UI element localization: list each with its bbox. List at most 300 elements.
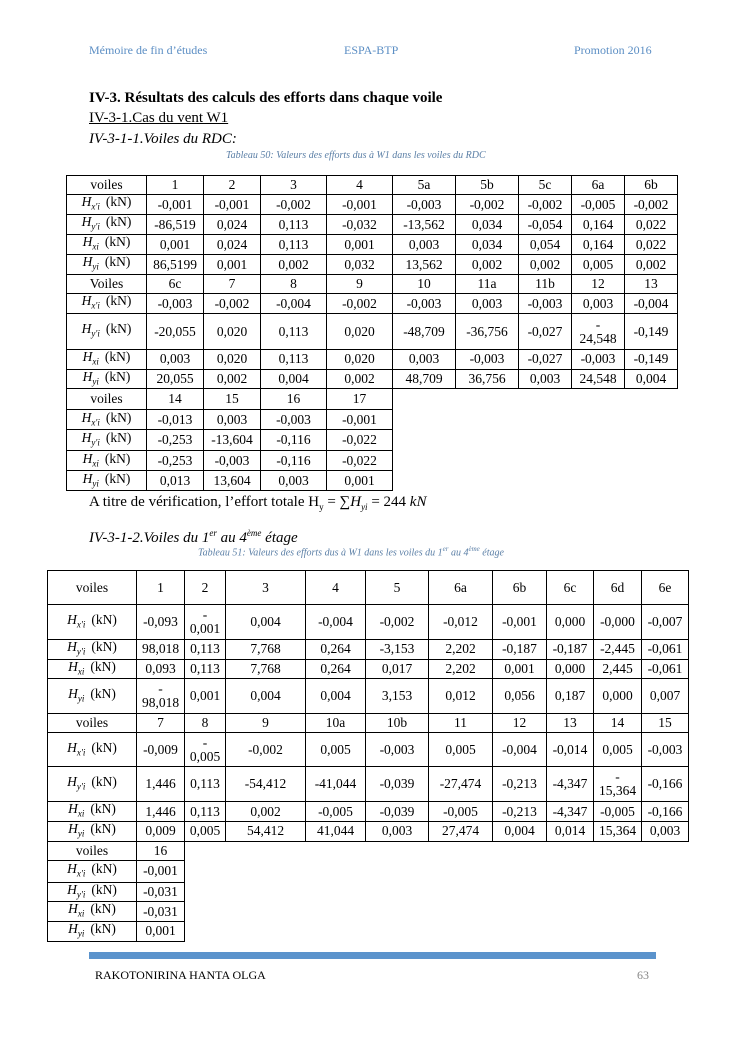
table-cell: 0,003	[204, 410, 261, 430]
row-label: $H_{y'i}$ (kN)	[67, 215, 147, 235]
empty-cell	[393, 389, 456, 410]
table-cell: 13,562	[393, 255, 456, 275]
table-cell: -0,002	[519, 195, 572, 215]
table-cell: 2,202	[429, 640, 493, 660]
empty-cell	[519, 451, 572, 471]
empty-cell	[185, 841, 226, 860]
empty-cell	[625, 410, 678, 430]
row-label: $H_{y'i}$ (kN)	[48, 767, 137, 802]
column-header: 10b	[366, 714, 429, 733]
table-cell: 7,768	[226, 659, 306, 679]
column-header: 6b	[493, 571, 547, 605]
column-header: 6c	[147, 275, 204, 294]
table-cell: 0,003	[642, 822, 689, 842]
table-cell: - 98,018	[137, 679, 185, 714]
table-cell: -0,032	[327, 215, 393, 235]
table-cell: 0,002	[204, 369, 261, 389]
header-center: ESPA-BTP	[344, 43, 399, 57]
empty-cell	[493, 841, 547, 860]
table-row	[48, 733, 689, 767]
table-cell: 0,001	[204, 255, 261, 275]
table-cell: 20,055	[147, 369, 204, 389]
empty-cell	[456, 389, 519, 410]
table-cell: -0,003	[572, 350, 625, 370]
table-cell: -0,027	[519, 314, 572, 350]
empty-cell	[519, 410, 572, 430]
table-cell: 0,001	[327, 471, 393, 491]
table-cell: 0,113	[185, 640, 226, 660]
row-label: $H_{y'i}$ (kN)	[67, 314, 147, 350]
table-cell: -0,039	[366, 767, 429, 802]
table-cell: -4,347	[547, 767, 594, 802]
empty-cell	[226, 902, 306, 922]
empty-cell	[393, 410, 456, 430]
table-cell: 0,093	[137, 659, 185, 679]
table-cell: -13,562	[393, 215, 456, 235]
table-cell: 0,020	[327, 314, 393, 350]
table-cell: 0,054	[519, 235, 572, 255]
table-cell: -0,009	[137, 733, 185, 767]
table-cell: - 0,005	[185, 733, 226, 767]
table-cell: -0,002	[327, 294, 393, 314]
table-cell: 0,113	[185, 802, 226, 822]
table-cell: -0,014	[547, 733, 594, 767]
empty-cell	[306, 841, 366, 860]
empty-cell	[594, 902, 642, 922]
table-cell: 0,003	[572, 294, 625, 314]
table-cell: 0,034	[456, 215, 519, 235]
table-cell: 0,005	[306, 733, 366, 767]
table-row	[67, 235, 678, 255]
table-cell: -0,149	[625, 314, 678, 350]
empty-cell	[456, 471, 519, 491]
table-cell: -0,003	[366, 733, 429, 767]
row-label: $H_{y'i}$ (kN)	[67, 430, 147, 451]
table-cell: 0,014	[547, 822, 594, 842]
empty-cell	[642, 882, 689, 902]
empty-cell	[547, 902, 594, 922]
empty-cell	[519, 471, 572, 491]
empty-cell	[519, 430, 572, 451]
empty-cell	[429, 922, 493, 942]
column-header: 6a	[572, 176, 625, 195]
table-cell: -54,412	[226, 767, 306, 802]
empty-cell	[642, 841, 689, 860]
table-cell: -0,001	[327, 195, 393, 215]
empty-cell	[572, 410, 625, 430]
column-header: 6a	[429, 571, 493, 605]
table-cell: 0,003	[393, 350, 456, 370]
empty-cell	[429, 882, 493, 902]
empty-cell	[185, 902, 226, 922]
table-cell: 48,709	[393, 369, 456, 389]
table-row	[48, 802, 689, 822]
empty-cell	[456, 430, 519, 451]
empty-cell	[429, 860, 493, 882]
table-cell: 0,024	[204, 215, 261, 235]
empty-cell	[226, 922, 306, 942]
table-cell: 0,003	[519, 369, 572, 389]
table-cell: -0,002	[366, 605, 429, 640]
empty-cell	[226, 882, 306, 902]
header-label: voiles	[48, 571, 137, 605]
empty-cell	[306, 882, 366, 902]
empty-cell	[547, 841, 594, 860]
table-cell: 0,004	[625, 369, 678, 389]
table-cell: -0,013	[147, 410, 204, 430]
table-cell: 0,020	[327, 350, 393, 370]
table-cell: 0,113	[185, 767, 226, 802]
table-cell: 24,548	[572, 369, 625, 389]
column-header: 14	[147, 389, 204, 410]
table-row	[48, 640, 689, 660]
table-50	[66, 175, 678, 491]
table-cell: 0,001	[493, 659, 547, 679]
empty-cell	[366, 922, 429, 942]
column-header: 3	[261, 176, 327, 195]
table-cell: 0,020	[204, 314, 261, 350]
row-label: $H_{yi}$ (kN)	[67, 369, 147, 389]
row-label: $H_{xi}$ (kN)	[67, 350, 147, 370]
empty-cell	[625, 389, 678, 410]
empty-cell	[519, 389, 572, 410]
table-cell: 0,003	[366, 822, 429, 842]
table-cell: -0,002	[261, 195, 327, 215]
column-header: 1	[147, 176, 204, 195]
table-cell: 0,005	[429, 733, 493, 767]
table-cell: -0,116	[261, 430, 327, 451]
column-header: 13	[625, 275, 678, 294]
section-title: IV-3. Résultats des calculs des efforts dans chaque voile	[89, 90, 443, 106]
footer-rule	[89, 952, 656, 959]
table-row	[48, 860, 689, 882]
table-cell: -0,253	[147, 451, 204, 471]
column-header: 1	[137, 571, 185, 605]
table-row	[67, 471, 678, 491]
empty-cell	[547, 882, 594, 902]
row-label: $H_{x'i}$ (kN)	[67, 294, 147, 314]
table-cell: 86,5199	[147, 255, 204, 275]
verification-text: A titre de vérification, l’effort totale $H_y = \sum H_{yi} = 244$ kN	[89, 494, 427, 512]
column-header: 9	[226, 714, 306, 733]
table-cell: -0,002	[625, 195, 678, 215]
row-label: $H_{yi}$ (kN)	[48, 822, 137, 842]
table-cell: -0,004	[261, 294, 327, 314]
table-cell: -0,003	[393, 195, 456, 215]
table-cell: 0,004	[306, 679, 366, 714]
page-number: 63	[637, 968, 649, 982]
subsection-rdc: IV-3-1-1.Voiles du RDC:	[89, 131, 237, 147]
table-cell: -0,001	[327, 410, 393, 430]
empty-cell	[642, 922, 689, 942]
table-cell: -0,061	[642, 659, 689, 679]
column-header: 4	[306, 571, 366, 605]
table-cell: 0,009	[137, 822, 185, 842]
table-cell: -0,027	[519, 350, 572, 370]
row-label: $H_{x'i}$ (kN)	[67, 410, 147, 430]
empty-cell	[572, 389, 625, 410]
table-cell: -0,187	[493, 640, 547, 660]
table-row	[48, 679, 689, 714]
table-cell: 0,012	[429, 679, 493, 714]
column-header: 5c	[519, 176, 572, 195]
row-label: $H_{xi}$ (kN)	[48, 802, 137, 822]
table-cell: 0,002	[261, 255, 327, 275]
row-label: $H_{x'i}$ (kN)	[48, 605, 137, 640]
column-header: 12	[572, 275, 625, 294]
table-cell: 0,005	[594, 733, 642, 767]
table-cell: 0,032	[327, 255, 393, 275]
row-label: $H_{y'i}$ (kN)	[48, 640, 137, 660]
table-cell: -0,093	[137, 605, 185, 640]
table-cell: -0,007	[642, 605, 689, 640]
table-header-row	[48, 714, 689, 733]
table-cell: -0,213	[493, 802, 547, 822]
table-row	[67, 294, 678, 314]
table-cell: 0,004	[493, 822, 547, 842]
table-cell: 1,446	[137, 802, 185, 822]
empty-cell	[547, 860, 594, 882]
table-cell: -0,166	[642, 802, 689, 822]
table-51	[47, 570, 689, 942]
table-cell: -48,709	[393, 314, 456, 350]
table-cell: 0,003	[261, 471, 327, 491]
column-header: 15	[642, 714, 689, 733]
empty-cell	[366, 882, 429, 902]
empty-cell	[625, 471, 678, 491]
table-cell: -0,061	[642, 640, 689, 660]
table-cell: 0,020	[204, 350, 261, 370]
column-header: 7	[137, 714, 185, 733]
table-cell: 0,187	[547, 679, 594, 714]
subsection-etages: IV-3-1-2.Voiles du 1er au 4ème étage	[89, 528, 298, 546]
row-label: $H_{xi}$ (kN)	[48, 902, 137, 922]
row-label: $H_{xi}$ (kN)	[48, 659, 137, 679]
table51-caption: Tableau 51: Valeurs des efforts dus à W1 dans les voiles du 1er au 4ème étage	[198, 545, 504, 559]
table-cell: 7,768	[226, 640, 306, 660]
table-cell: -0,004	[306, 605, 366, 640]
table-cell: -0,001	[147, 195, 204, 215]
table-header-row	[67, 275, 678, 294]
table-cell: -0,054	[519, 215, 572, 235]
column-header: 8	[261, 275, 327, 294]
empty-cell	[185, 860, 226, 882]
column-header: 2	[204, 176, 261, 195]
table-row	[48, 605, 689, 640]
column-header: 16	[261, 389, 327, 410]
table-row	[67, 430, 678, 451]
table-cell: -0,003	[456, 350, 519, 370]
table-cell: -0,116	[261, 451, 327, 471]
table-cell: 15,364	[594, 822, 642, 842]
table-row	[67, 215, 678, 235]
empty-cell	[393, 451, 456, 471]
table-cell: 0,002	[625, 255, 678, 275]
table-header-row	[48, 571, 689, 605]
table50-caption: Tableau 50: Valeurs des efforts dus à W1 dans les voiles du RDC	[226, 150, 486, 161]
empty-cell	[642, 902, 689, 922]
column-header: 16	[137, 841, 185, 860]
footer-author: RAKOTONIRINA HANTA OLGA	[95, 968, 266, 982]
table-cell: -0,003	[519, 294, 572, 314]
table-cell: 0,056	[493, 679, 547, 714]
column-header: 5b	[456, 176, 519, 195]
table-cell: -20,055	[147, 314, 204, 350]
header-label: voiles	[48, 841, 137, 860]
table-row	[67, 410, 678, 430]
header-label: voiles	[67, 176, 147, 195]
table-cell: 13,604	[204, 471, 261, 491]
table-row	[48, 922, 689, 942]
table-header-row	[48, 841, 689, 860]
empty-cell	[393, 430, 456, 451]
table-cell: -0,005	[306, 802, 366, 822]
table-cell: 0,264	[306, 659, 366, 679]
table-header-row	[67, 389, 678, 410]
table-cell: -0,253	[147, 430, 204, 451]
column-header: 10	[393, 275, 456, 294]
empty-cell	[493, 860, 547, 882]
empty-cell	[572, 451, 625, 471]
row-label: $H_{yi}$ (kN)	[48, 679, 137, 714]
empty-cell	[594, 922, 642, 942]
column-header: 3	[226, 571, 306, 605]
empty-cell	[366, 902, 429, 922]
table-cell: -0,002	[226, 733, 306, 767]
empty-cell	[594, 860, 642, 882]
table-row	[67, 255, 678, 275]
row-label: $H_{x'i}$ (kN)	[48, 733, 137, 767]
empty-cell	[456, 451, 519, 471]
table-cell: -2,445	[594, 640, 642, 660]
empty-cell	[572, 471, 625, 491]
table-cell: -0,002	[456, 195, 519, 215]
table-cell: 0,003	[147, 350, 204, 370]
table-row	[48, 659, 689, 679]
header-label: voiles	[67, 389, 147, 410]
table-cell: 2,445	[594, 659, 642, 679]
table-cell: 0,007	[642, 679, 689, 714]
table-cell: 0,013	[147, 471, 204, 491]
column-header: 4	[327, 176, 393, 195]
table-cell: -27,474	[429, 767, 493, 802]
table-cell: 1,446	[137, 767, 185, 802]
table-cell: -0,213	[493, 767, 547, 802]
table-cell: -0,012	[429, 605, 493, 640]
column-header: 9	[327, 275, 393, 294]
table-row	[67, 350, 678, 370]
row-label: $H_{xi}$ (kN)	[67, 451, 147, 471]
table-cell: -0,001	[204, 195, 261, 215]
table-cell: -4,347	[547, 802, 594, 822]
row-label: $H_{xi}$ (kN)	[67, 235, 147, 255]
table-cell: 0,002	[327, 369, 393, 389]
table-row	[48, 767, 689, 802]
table-cell: 0,022	[625, 215, 678, 235]
table-cell: -0,022	[327, 451, 393, 471]
table-cell: -0,003	[261, 410, 327, 430]
table-cell: 0,001	[327, 235, 393, 255]
column-header: 5	[366, 571, 429, 605]
table-cell: 0,000	[547, 659, 594, 679]
column-header: 5a	[393, 176, 456, 195]
table-cell: 0,113	[261, 350, 327, 370]
column-header: 2	[185, 571, 226, 605]
table-cell: -0,039	[366, 802, 429, 822]
column-header: 17	[327, 389, 393, 410]
table-cell: -0,000	[594, 605, 642, 640]
table-cell: -0,031	[137, 902, 185, 922]
table-cell: 98,018	[137, 640, 185, 660]
table-row	[67, 314, 678, 350]
table-cell: 0,003	[456, 294, 519, 314]
empty-cell	[306, 860, 366, 882]
row-label: $H_{x'i}$ (kN)	[67, 195, 147, 215]
table-cell: 0,164	[572, 215, 625, 235]
table-cell: 0,005	[185, 822, 226, 842]
table-cell: -0,001	[493, 605, 547, 640]
table-cell: 0,113	[261, 215, 327, 235]
table-cell: 3,153	[366, 679, 429, 714]
empty-cell	[366, 841, 429, 860]
empty-cell	[594, 882, 642, 902]
table-cell: - 24,548	[572, 314, 625, 350]
table-cell: 0,264	[306, 640, 366, 660]
table-cell: 0,000	[594, 679, 642, 714]
column-header: 14	[594, 714, 642, 733]
row-label: $H_{yi}$ (kN)	[67, 471, 147, 491]
empty-cell	[185, 922, 226, 942]
table-cell: 0,000	[547, 605, 594, 640]
section-subtitle: IV-3-1.Cas du vent W1	[89, 110, 229, 126]
column-header: 6e	[642, 571, 689, 605]
table-cell: 27,474	[429, 822, 493, 842]
row-label: $H_{yi}$ (kN)	[48, 922, 137, 942]
column-header: 8	[185, 714, 226, 733]
empty-cell	[429, 841, 493, 860]
empty-cell	[306, 922, 366, 942]
table-cell: -0,004	[493, 733, 547, 767]
table-cell: 2,202	[429, 659, 493, 679]
empty-cell	[547, 922, 594, 942]
table-cell: -0,003	[393, 294, 456, 314]
empty-cell	[366, 860, 429, 882]
empty-cell	[625, 430, 678, 451]
row-label: $H_{x'i}$ (kN)	[48, 860, 137, 882]
empty-cell	[226, 860, 306, 882]
empty-cell	[594, 841, 642, 860]
empty-cell	[493, 922, 547, 942]
table-cell: 0,022	[625, 235, 678, 255]
empty-cell	[306, 902, 366, 922]
table-cell: 0,002	[456, 255, 519, 275]
table-cell: 0,004	[226, 605, 306, 640]
header-label: Voiles	[67, 275, 147, 294]
table-cell: 0,113	[261, 235, 327, 255]
table-cell: -0,187	[547, 640, 594, 660]
column-header: 11a	[456, 275, 519, 294]
table-cell: -36,756	[456, 314, 519, 350]
table-cell: 0,001	[137, 922, 185, 942]
column-header: 6c	[547, 571, 594, 605]
table-cell: 0,001	[147, 235, 204, 255]
table-cell: 0,002	[519, 255, 572, 275]
table-cell: 0,005	[572, 255, 625, 275]
table-cell: 36,756	[456, 369, 519, 389]
table-cell: 0,002	[226, 802, 306, 822]
row-label: $H_{y'i}$ (kN)	[48, 882, 137, 902]
table-cell: 0,024	[204, 235, 261, 255]
